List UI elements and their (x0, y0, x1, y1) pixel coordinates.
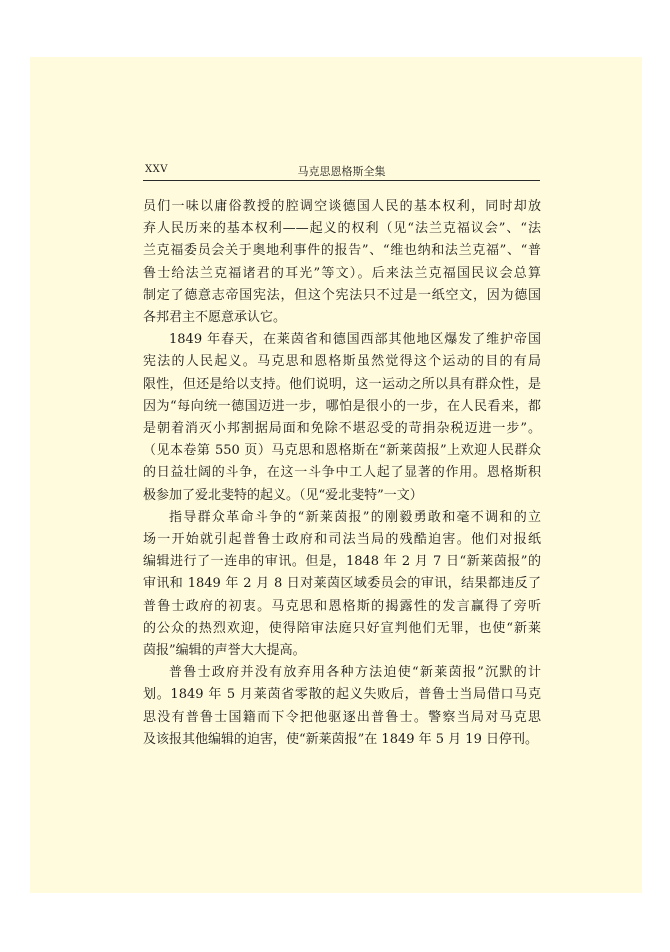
text-line: 限性，但还是给以支持。他们说明，这一运动之所以具有群众性，是 (143, 376, 541, 392)
text-line: （见本卷第 550 页）马克思和恩格斯在“新莱茵报”上欢迎人民群众 (143, 443, 541, 459)
body-text (143, 196, 541, 751)
text-line: 兰克福委员会关于奥地利事件的报告”、“维也纳和法兰克福”、“普 (143, 243, 541, 259)
text-line: 普鲁士政府的初衷。马克思和恩格斯的揭露性的发言赢得了旁听 (143, 598, 541, 614)
text-line: 场一开始就引起普鲁士政府和司法当局的残酷迫害。他们对报纸 (143, 532, 541, 548)
text-line: 划。1849 年 5 月莱茵省零散的起义失败后，普鲁士当局借口马克 (143, 687, 541, 703)
paragraph (143, 329, 541, 507)
text-line: 各邦君主不愿意承认它。 (143, 310, 287, 326)
paragraph (143, 507, 541, 662)
text-line: 的日益壮阔的斗争，在这一斗争中工人起了显著的作用。恩格斯积 (143, 465, 541, 481)
text-line: 思没有普鲁士国籍而下令把他驱逐出普鲁士。警察当局对马克思 (143, 709, 541, 725)
text-line: 因为“每向统一德国迈进一步，哪怕是很小的一步，在人民看来，都 (143, 398, 541, 414)
text-line: 宪法的人民起义。马克思和恩格斯虽然觉得这个运动的目的有局 (143, 354, 541, 370)
text-line: 茵报”编辑的声誉大大提高。 (143, 643, 306, 659)
page-number: XXV (145, 164, 168, 175)
paragraph (143, 662, 541, 751)
text-line: 的公众的热烈欢迎，使得陪审法庭只好宣判他们无罪，也使“新莱 (143, 620, 541, 636)
text-line: 制定了德意志帝国宪法，但这个宪法只不过是一纸空文，因为德国 (143, 287, 541, 303)
text-line: 审讯和 1849 年 2 月 8 日对莱茵区域委员会的审讯，结果都违反了 (143, 576, 541, 592)
text-line: 极参加了爱北斐特的起义。（见“爱北斐特”一文） (143, 487, 423, 503)
paragraph (143, 196, 541, 329)
text-line: 1849 年春天，在莱茵省和德国西部其他地区爆发了维护帝国 (169, 332, 541, 348)
text-line: 及该报其他编辑的迫害，使“新莱茵报”在 1849 年 5 月 19 日停刊。 (143, 731, 538, 747)
running-title: 马克思恩格斯全集 (297, 165, 386, 178)
text-line: 员们一味以庸俗教授的腔调空谈德国人民的基本权利，同时却放 (143, 199, 541, 214)
text-line: 是朝着消灭小邦割据局面和免除不堪忍受的苛捐杂税迈进一步”。 (143, 421, 541, 437)
running-header (143, 162, 540, 181)
text-line: 鲁士给法兰克福诸君的耳光”等文）。后来法兰克福国民议会总算 (143, 265, 541, 281)
text-line: 普鲁士政府并没有放弃用各种方法迫使“新莱茵报”沉默的计 (169, 665, 541, 681)
text-line: 弃人民历来的基本权利——起义的权利（见“法兰克福议会”、“法 (143, 221, 541, 237)
text-line: 编辑进行了一连串的审讯。但是，1848 年 2 月 7 日“新莱茵报”的 (143, 554, 541, 570)
text-line: 指导群众革命斗争的“新莱茵报”的刚毅勇敢和毫不调和的立 (169, 509, 541, 525)
